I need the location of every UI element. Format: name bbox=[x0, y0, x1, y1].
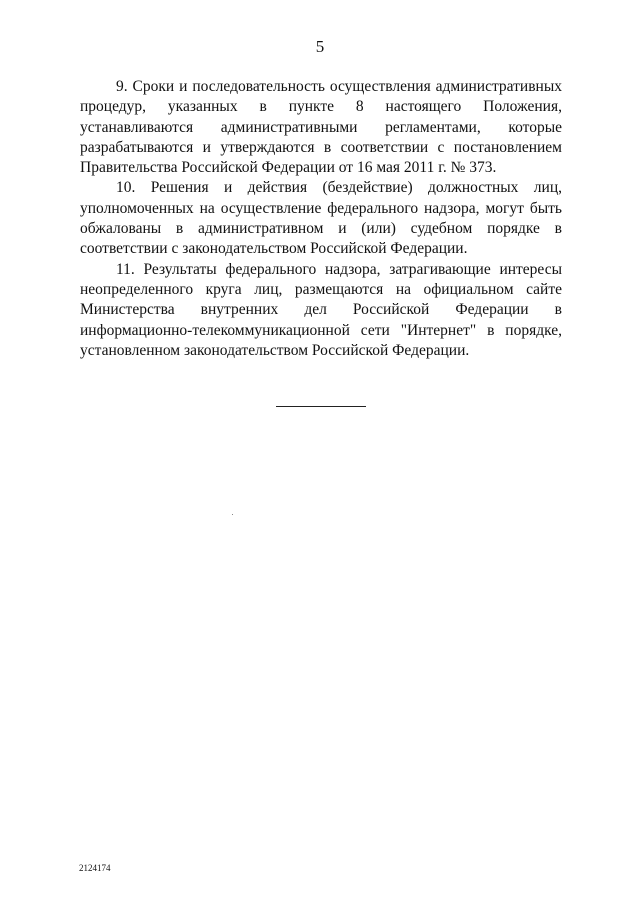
paragraph-11: 11. Результаты федерального надзора, затрагивающие интересы неопределенного круга лиц, размещаются на официальном сайте Министерства внутренних дел Российской Федерации в информационно-телекоммуникационной сети "Интернет" в порядке, установленном законодательством Российской Федерации. bbox=[80, 260, 562, 359]
page-number: 5 bbox=[315, 37, 325, 56]
end-of-text-divider bbox=[276, 406, 366, 407]
scan-speck bbox=[232, 514, 233, 515]
paragraph-10: 10. Решения и действия (бездействие) должностных лиц, уполномоченных на осуществление федерального надзора, могут быть обжалованы в административном и (или) судебном порядке в соответствии с законодательством Российской Федерации. bbox=[80, 179, 562, 258]
document-reference-code: 2124174 bbox=[79, 863, 111, 873]
document-body bbox=[80, 77, 562, 361]
paragraph-9: 9. Сроки и последовательность осуществления административных процедур, указанных в пункте 8 настоящего Положения, устанавливаются административными регламентами, которые разрабатываются и утверждаются в соответствии с постановлением Правительства Российской Федерации от 16 мая 2011 г. № 373. bbox=[80, 78, 562, 177]
